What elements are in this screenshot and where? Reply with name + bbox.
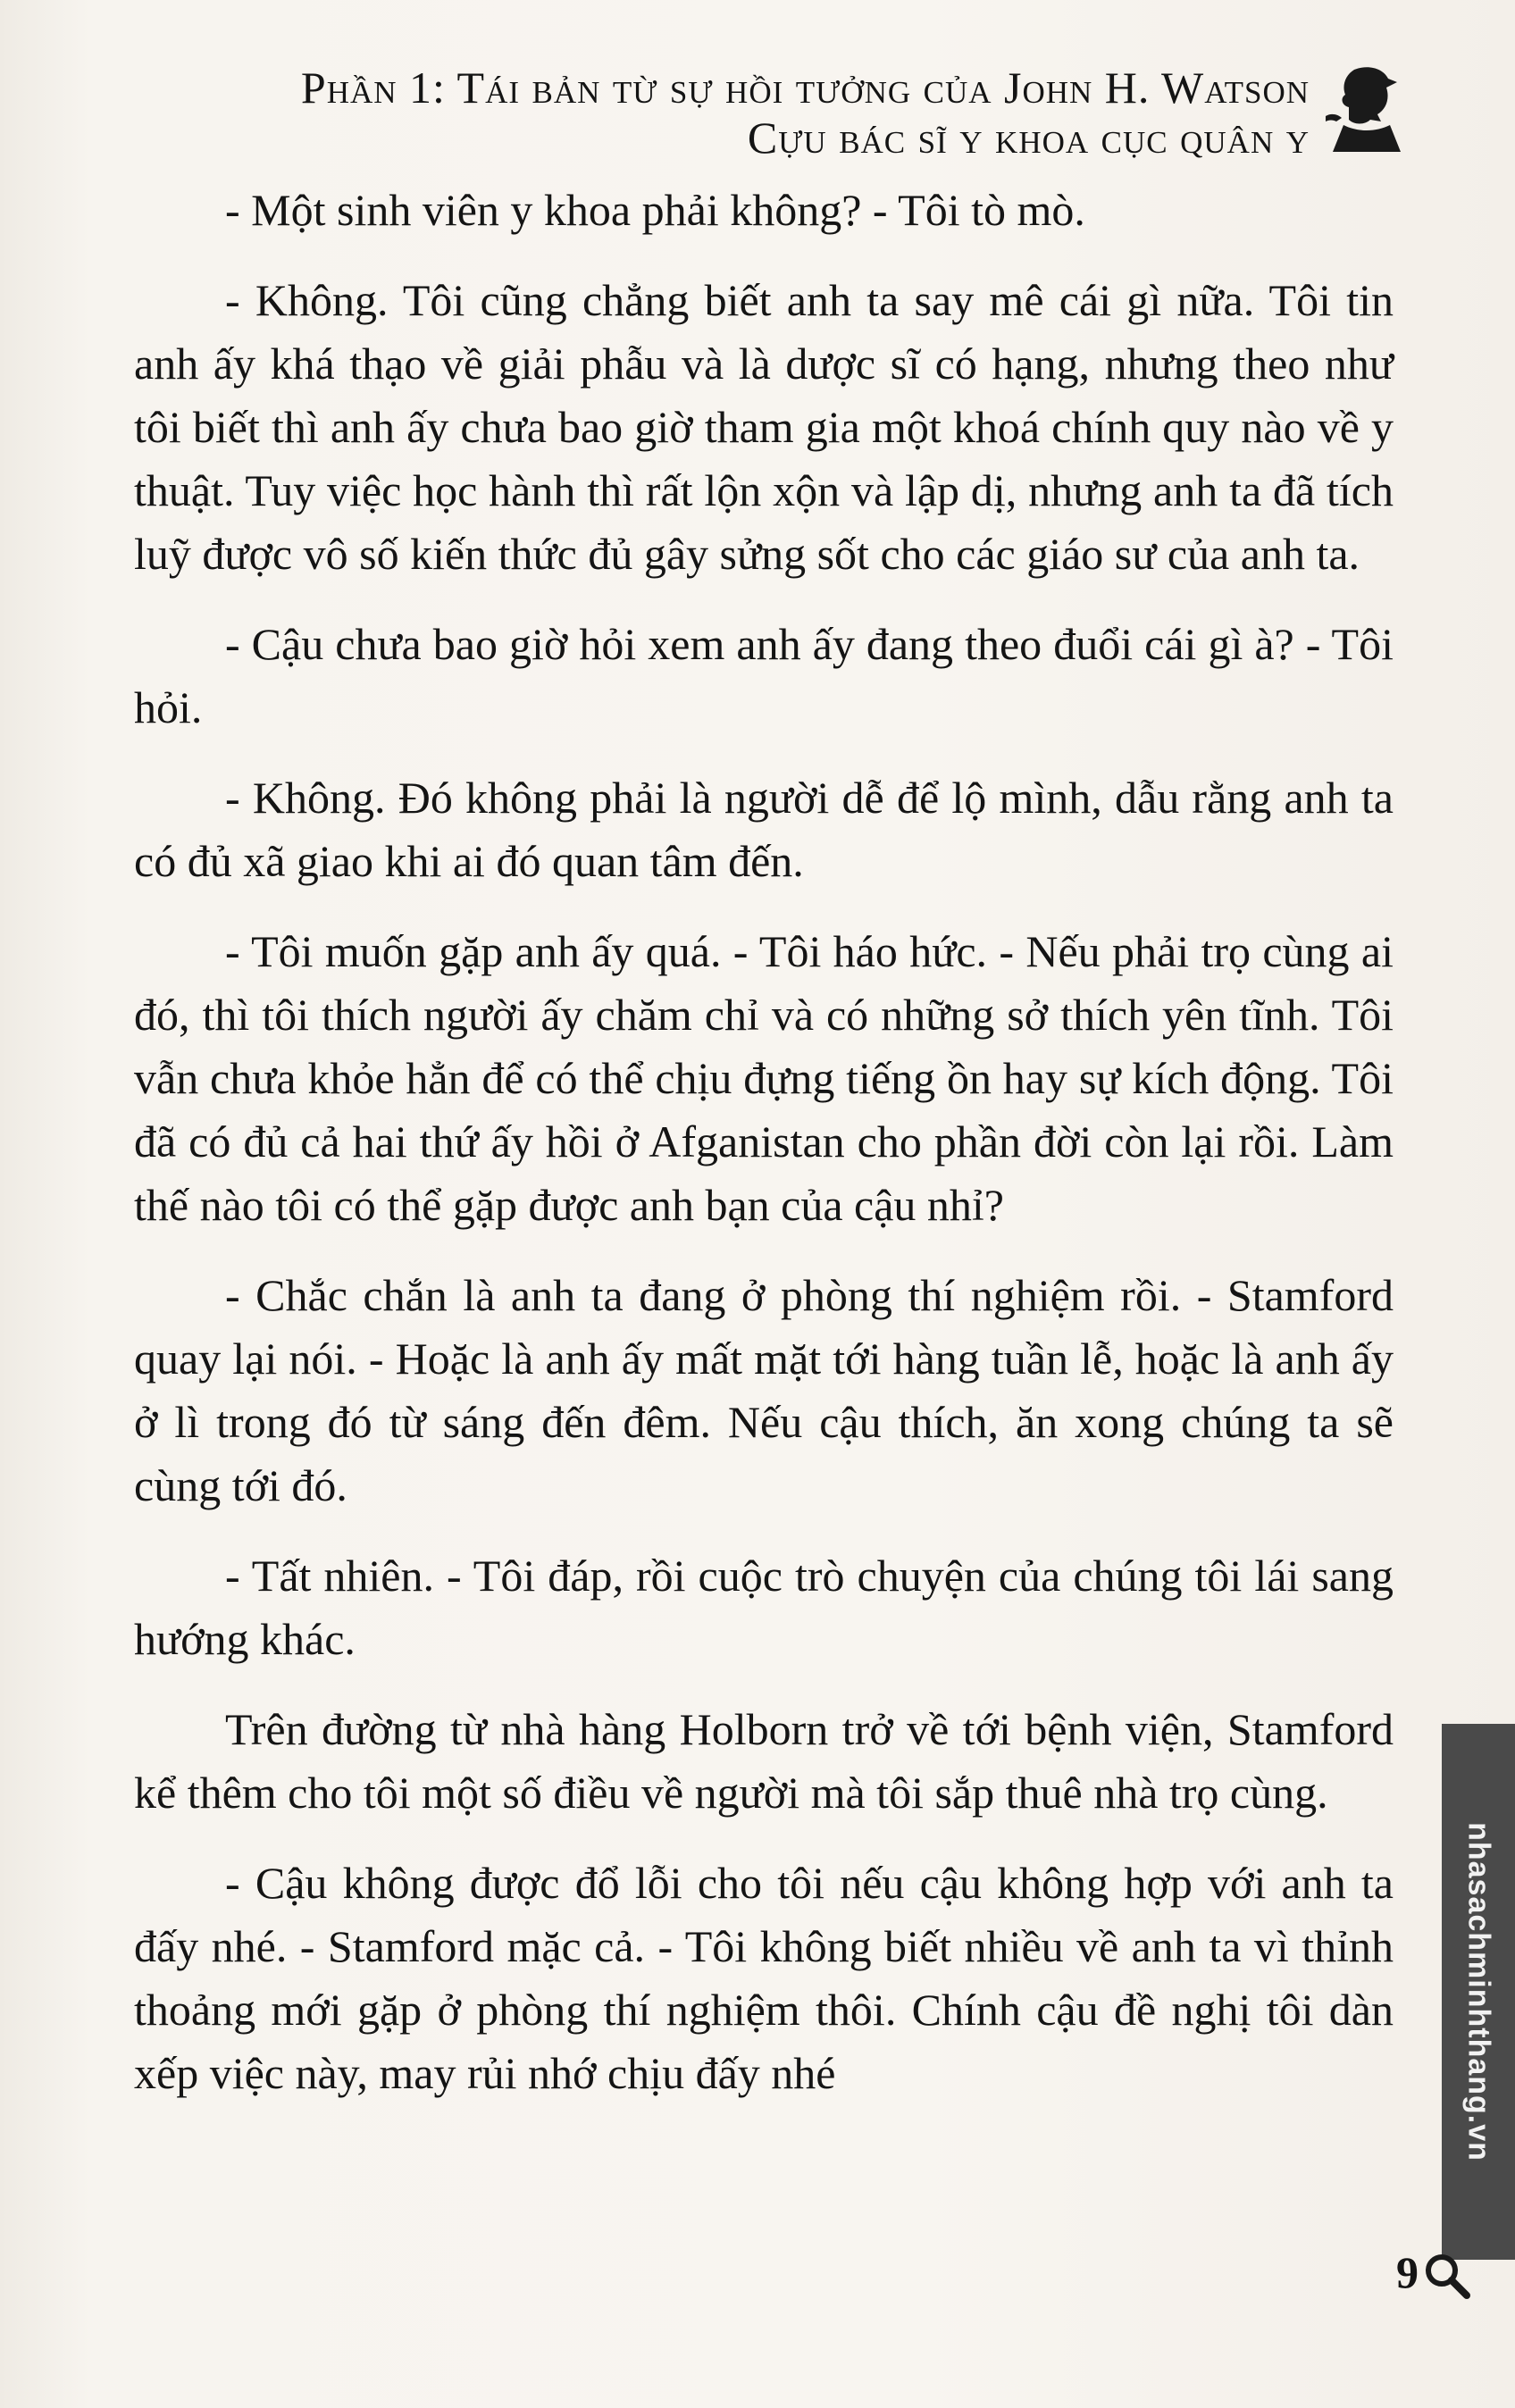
paragraph: - Cậu chưa bao giờ hỏi xem anh ấy đang theo đuổi cái gì à? - Tôi hỏi. bbox=[134, 619, 1394, 732]
running-header bbox=[301, 63, 1310, 163]
paragraph: - Chắc chắn là anh ta đang ở phòng thí nghiệm rồi. - Stamford quay lại nói. - Hoặc là anh ấy mất mặt tới hàng tuần lễ, hoặc là anh ấy ở lì trong đó từ sáng đến đêm. Nếu cậu thích, ăn xong chúng ta sẽ cùng tới đó. bbox=[134, 1270, 1394, 1510]
running-header-line-1: Phần 1: Tái bản từ sự hồi tưởng của John H. Watson bbox=[300, 63, 1310, 113]
holmes-silhouette-icon bbox=[1318, 63, 1408, 161]
body-text bbox=[134, 179, 1394, 2132]
paragraph: - Không. Đó không phải là người dễ để lộ mình, dẫu rằng anh ta có đủ xã giao khi ai đó quan tâm đến. bbox=[134, 773, 1394, 886]
paragraph: Trên đường từ nhà hàng Holborn trở về tới bệnh viện, Stamford kể thêm cho tôi một số điều về người mà tôi sắp thuê nhà trọ cùng. bbox=[134, 1704, 1394, 1818]
watermark-side-tab bbox=[1442, 1724, 1515, 2260]
paragraph: - Tôi muốn gặp anh ấy quá. - Tôi háo hức. - Nếu phải trọ cùng ai đó, thì tôi thích người ấy chăm chỉ và có những sở thích yên tĩnh. Tôi vẫn chưa khỏe hẳn để có thể chịu đựng tiếng ồn hay sự kích động. Tôi đã có đủ cả hai thứ ấy hồi ở Afganistan cho phần đời còn lại rồi. Làm thế nào tôi có thể gặp được anh bạn của cậu nhỉ? bbox=[134, 926, 1394, 1230]
paragraph: - Cậu không được đổ lỗi cho tôi nếu cậu không hợp với anh ta đấy nhé. - Stamford mặc cả. - Tôi không biết nhiều về anh ta vì thỉnh thoảng mới gặp ở phòng thí nghiệm thôi. Chính cậu đề nghị tôi dàn xếp việc này, may rủi nhớ chịu đấy nhé bbox=[134, 1858, 1394, 2098]
magnifier-icon bbox=[1422, 2251, 1472, 2301]
paragraph: - Một sinh viên y khoa phải không? - Tôi tò mò. bbox=[225, 185, 1085, 235]
watermark-label: nhasachminhthang.vn bbox=[1461, 1822, 1496, 2161]
paragraph: - Không. Tôi cũng chẳng biết anh ta say mê cái gì nữa. Tôi tin anh ấy khá thạo về giải phẫu và là dược sĩ có hạng, nhưng theo như tôi biết thì anh ấy chưa bao giờ tham gia một khoá chính quy nào về y thuật. Tuy việc học hành thì rất lộn xộn và lập dị, nhưng anh ta đã tích luỹ được vô số kiến thức đủ gây sửng sốt cho các giáo sư của anh ta. bbox=[134, 275, 1394, 579]
running-header-line-2: Cựu bác sĩ y khoa cục quân y bbox=[747, 113, 1310, 163]
paragraph: - Tất nhiên. - Tôi đáp, rồi cuộc trò chuyện của chúng tôi lái sang hướng khác. bbox=[134, 1551, 1394, 1664]
page-number: 9 bbox=[1396, 2247, 1419, 2297]
